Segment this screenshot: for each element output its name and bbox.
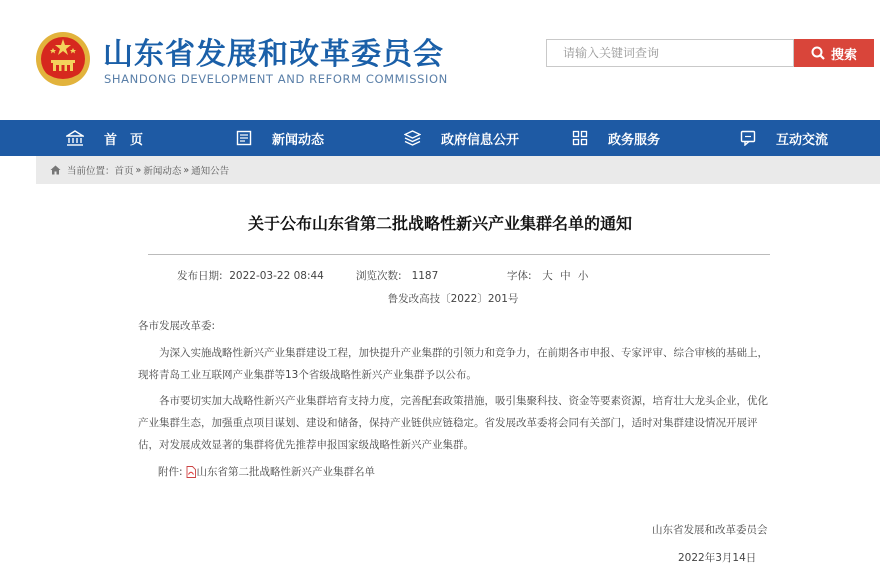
view-count — [356, 268, 438, 283]
search-button[interactable] — [794, 39, 874, 67]
nav-item-gov-info[interactable] — [404, 120, 519, 156]
article-title: 关于公布山东省第二批战略性新兴产业集群名单的通知 — [247, 214, 632, 233]
title-divider — [148, 254, 770, 255]
views-label: 浏览次数: — [356, 270, 402, 282]
chat-icon — [740, 130, 756, 146]
search-icon — [811, 46, 825, 60]
national-emblem-icon[interactable] — [34, 30, 92, 88]
article-paragraph: 各市要切实加大战略性新兴产业集群培育支持力度，完善配套政策措施，吸引集聚科技、资金等要素资源，培育壮大龙头企业，优化产业集群生态，加强重点项目谋划、建设和储备，保持产业链供应链稳定。省发展改革委将会同有关部门，适时对集群建设情况开展评估，对发展成效显著的集群将优先推荐申报国家级战略性新兴产业集群。 — [138, 395, 768, 451]
news-icon — [236, 130, 252, 146]
nav-item-label: 首 页 — [104, 132, 144, 148]
breadcrumb-separator: » — [183, 164, 190, 176]
breadcrumb-separator: » — [135, 164, 142, 176]
publish-date — [177, 268, 324, 283]
nav-item-label: 政府信息公开 — [441, 132, 520, 148]
pdf-file-icon — [186, 466, 196, 478]
salutation: 各市发展改革委: — [138, 320, 216, 332]
breadcrumb-item-home[interactable]: 首页 — [114, 166, 134, 177]
grid-icon — [572, 130, 588, 146]
site-title[interactable]: 山东省发展和改革委员会 — [103, 37, 444, 72]
nav-item-interaction[interactable] — [740, 120, 828, 156]
signature-date: 2022年3月14日 — [678, 552, 757, 564]
signature: 山东省发展和改革委员会 — [652, 524, 768, 536]
layers-icon — [404, 130, 421, 146]
font-size-control — [507, 268, 588, 283]
home-icon — [66, 130, 84, 146]
document-number: 鲁发改高技〔2022〕201号 — [387, 293, 519, 305]
publish-value: 2022-03-22 08:44 — [229, 270, 324, 282]
nav-item-label: 新闻动态 — [272, 132, 325, 148]
main-nav — [0, 120, 880, 156]
attachment — [158, 464, 375, 479]
breadcrumb-prefix: 当前位置： — [67, 166, 115, 177]
article-paragraph: 为深入实施战略性新兴产业集群建设工程，加快提升产业集群的引领力和竞争力，在前期各市申报、专家评审、综合审核的基础上，现将青岛工业互联网产业集群等13个省级战略性新兴产业集群予以公布。 — [138, 347, 768, 381]
breadcrumb-item-notices[interactable]: 通知公告 — [191, 166, 230, 177]
attachment-link[interactable] — [183, 464, 376, 479]
font-label: 字体: — [507, 270, 532, 282]
breadcrumb-item-news[interactable]: 新闻动态 — [143, 166, 182, 177]
search-button-label: 搜索 — [830, 46, 857, 62]
nav-item-home[interactable] — [66, 120, 143, 156]
views-value: 1187 — [411, 270, 439, 282]
search-input[interactable] — [546, 39, 794, 67]
breadcrumb — [36, 156, 880, 184]
font-large-button[interactable]: 大 — [542, 270, 553, 282]
font-medium-button[interactable]: 中 — [560, 270, 571, 282]
nav-item-label: 互动交流 — [776, 132, 829, 148]
home-icon — [50, 165, 61, 175]
site-header — [0, 0, 880, 120]
nav-item-label: 政务服务 — [608, 132, 661, 148]
publish-label: 发布日期: — [177, 270, 223, 282]
attachment-name: 山东省第二批战略性新兴产业集群名单 — [196, 466, 376, 478]
font-small-button[interactable]: 小 — [577, 270, 589, 282]
site-subtitle: SHANDONG DEVELOPMENT AND REFORM COMMISSION — [104, 72, 448, 86]
attachment-label: 附件: — [158, 466, 183, 478]
nav-item-services[interactable] — [572, 120, 660, 156]
nav-item-news[interactable] — [236, 120, 324, 156]
